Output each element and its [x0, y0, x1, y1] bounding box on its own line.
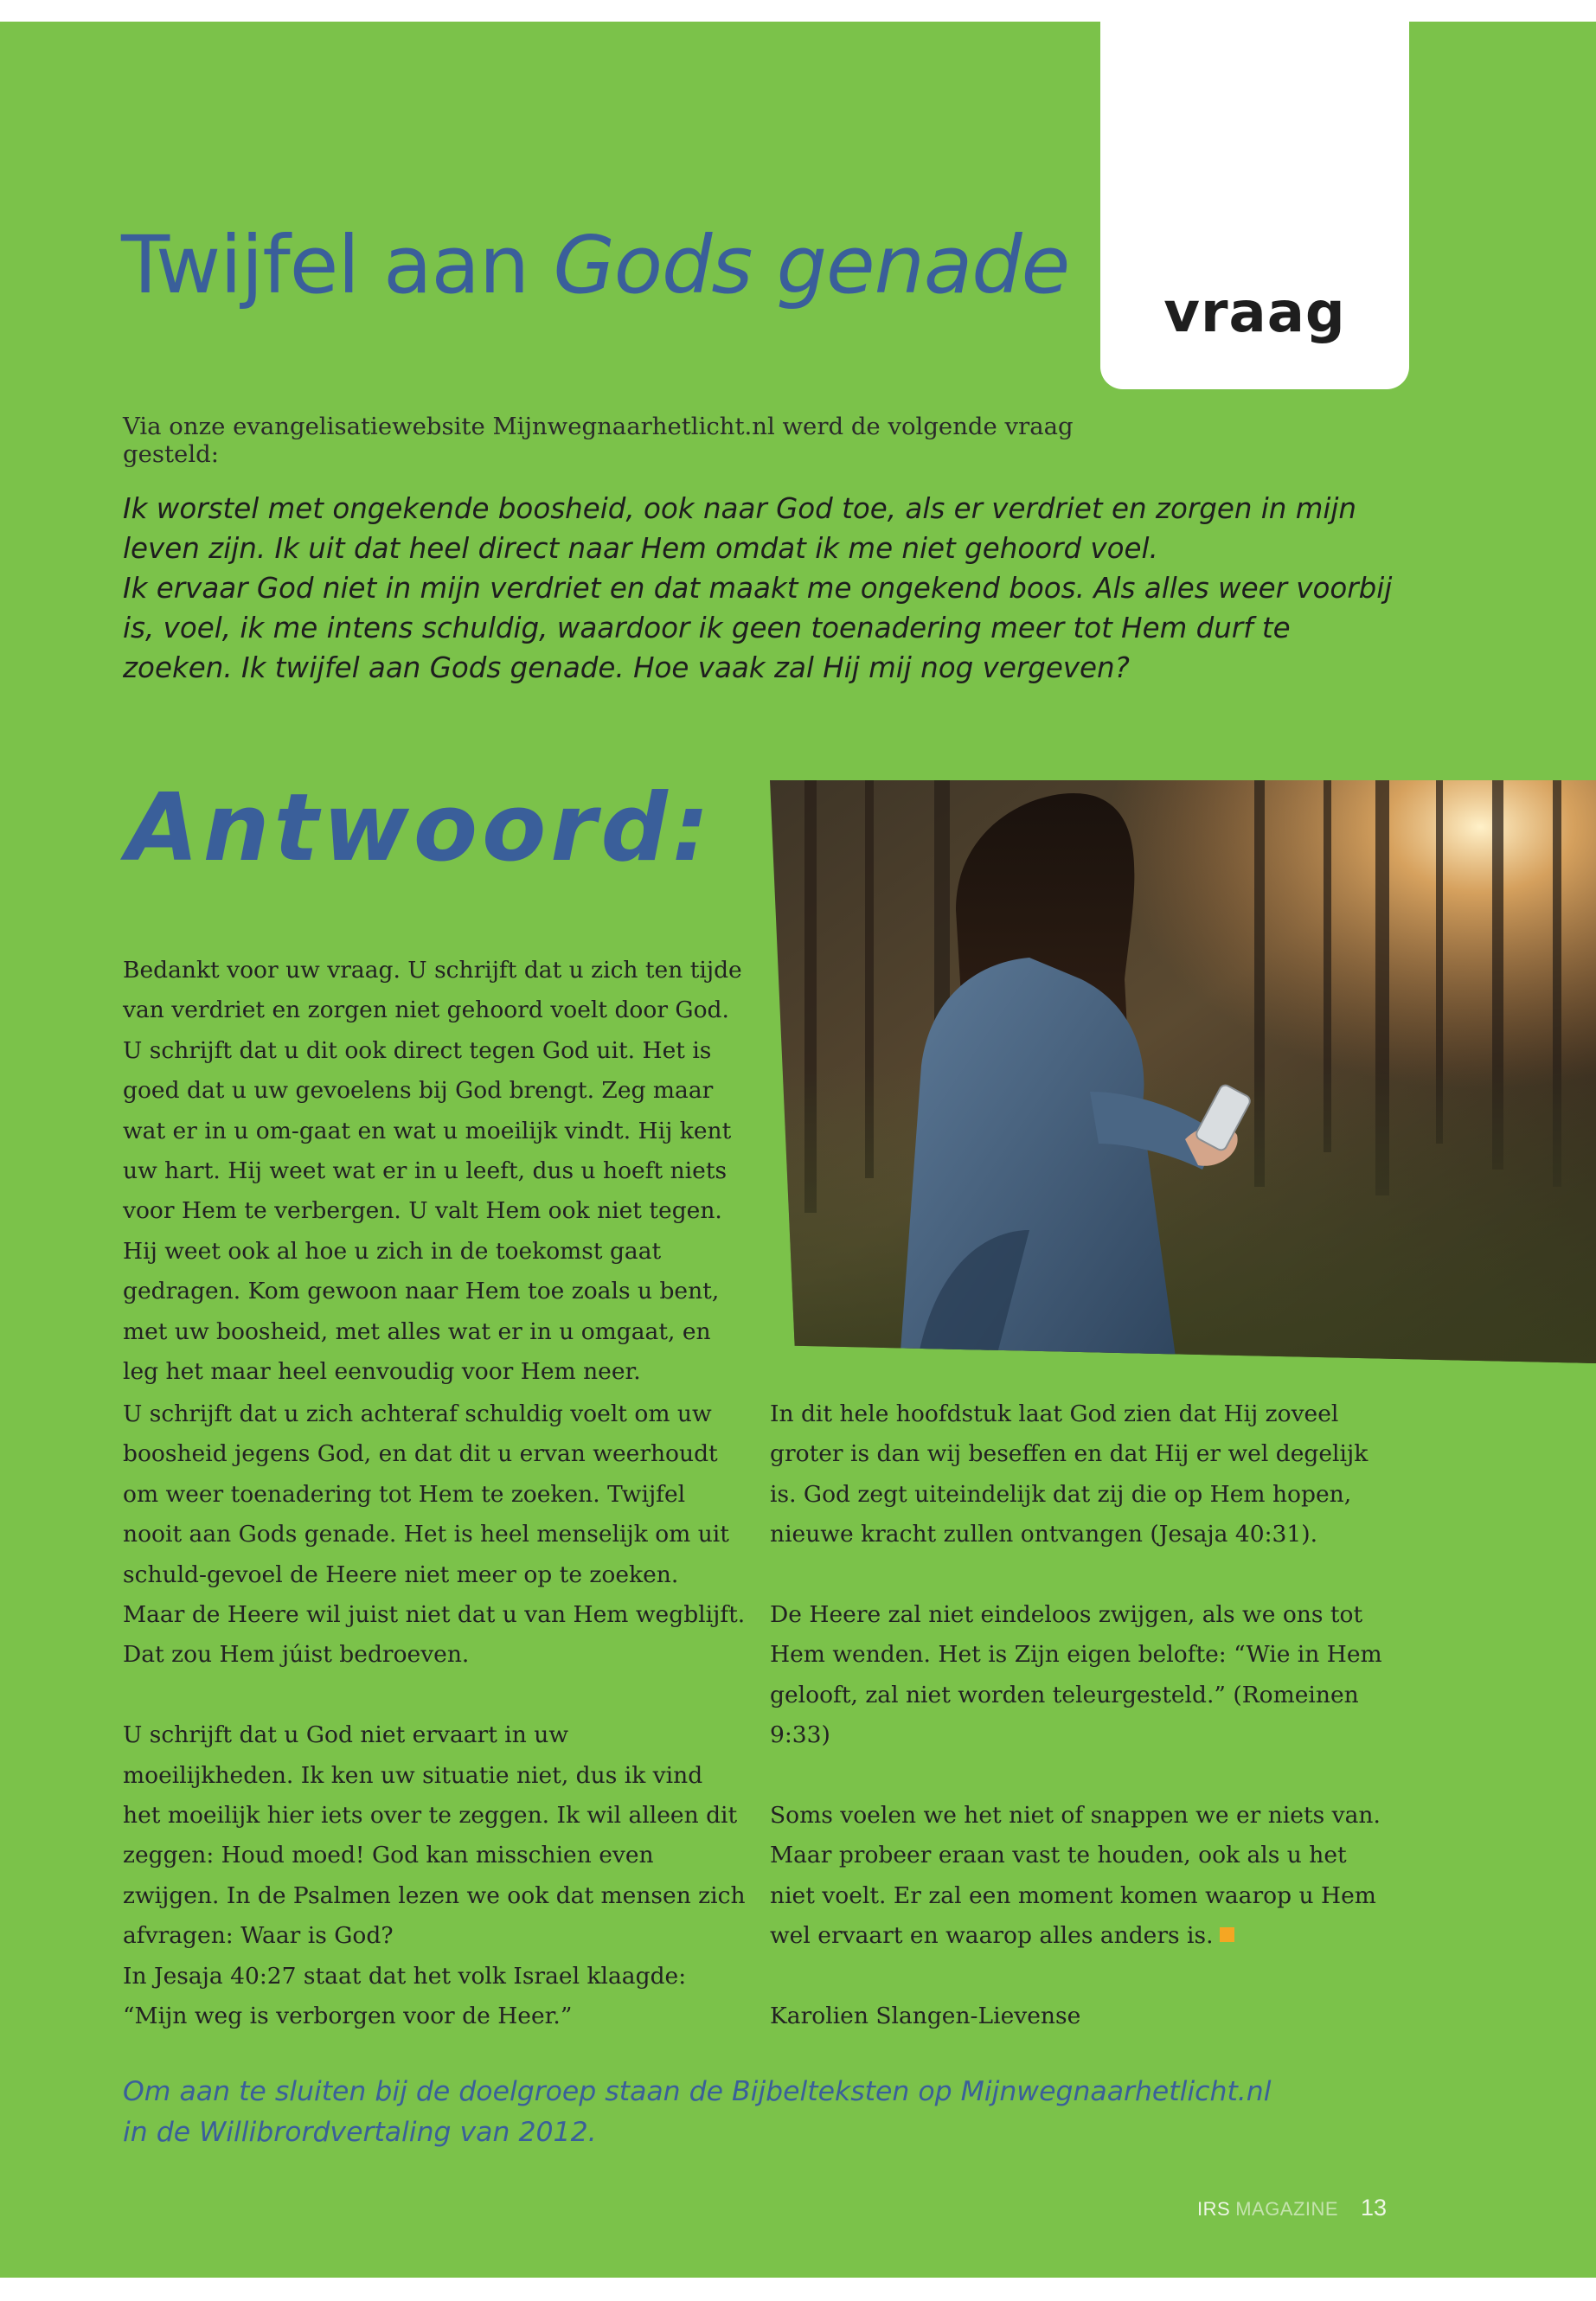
- answer-paragraph: De Heere zal niet eindeloos zwijgen, als we ons tot Hem wenden. Het is Zijn eigen belofte: “Wie in Hem gelooft, zal niet worden teleurgesteld.” (Romeinen 9:33): [770, 1601, 1382, 1749]
- answer-paragraph: In dit hele hoofdstuk laat God zien dat Hij zoveel groter is dan wij beseffen en dat Hij er wel degelijk is. God zegt uiteindelijk dat zij die op Hem hopen, nieuwe kracht zullen ontvangen (Jesaja 40:31).: [770, 1400, 1368, 1548]
- intro-text: Via onze evangelisatiewebsite Mijnwegnaarhetlicht.nl werd de volgende vraag gesteld:: [123, 413, 1074, 468]
- title-italic: Gods genade: [553, 219, 1070, 311]
- answer-column-top: [123, 951, 746, 1433]
- magazine-name-bold: IRS: [1197, 2198, 1231, 2220]
- answer-paragraph: U schrijft dat u zich achteraf schuldig voelt om uw boosheid jegens God, en dat dit u ervan weerhoudt om weer toenadering tot Hem te zoeken. Twijfel nooit aan Gods genade. Het is heel menselijk om uit schuld-gevoel de Heere niet meer op te zoeken. Maar de Heere wil juist niet dat u van Hem wegblijft. Dat zou Hem júist bedroeven.: [123, 1400, 746, 1669]
- magazine-name: [1197, 2198, 1338, 2221]
- page-number: 13: [1361, 2195, 1388, 2221]
- note-line: Om aan te sluiten bij de doelgroep staan de Bijbelteksten op Mijnwegnaarhetlicht.nl: [123, 2076, 1272, 2107]
- answer-paragraph: U schrijft dat u God niet ervaart in uw moeilijkheden. Ik ken uw situatie niet, dus ik vind het moeilijk hier iets over te zeggen. Ik wil alleen dit zeggen: Houd moed! God kan misschien even zwijgen. In de Psalmen lezen we ook dat mensen zich afvragen: Waar is God?: [123, 1721, 746, 1950]
- title-regular: Twijfel aan: [121, 219, 554, 311]
- answer-paragraph: Bedankt voor uw vraag. U schrijft dat u zich ten tijde van verdriet en zorgen niet gehoord voelt door God. U schrijft dat u dit ook direct tegen God uit. Het is goed dat u uw gevoelens bij God brengt. Zeg maar wat er in u om-gaat en wat u moeilijk vindt. Hij kent uw hart. Hij weet wat er in u leeft, dus u hoeft niets voor Hem te verbergen. U valt Hem ook niet tegen. Hij weet ook al hoe u zich in de toekomst gaat gedragen. Kom gewoon naar Hem toe zoals u bent, met uw boosheid, met alles wat er in u omgaat, en leg het maar heel eenvoudig voor Hem neer.: [123, 957, 742, 1386]
- magazine-name-light: MAGAZINE: [1235, 2198, 1339, 2220]
- photo-woman-with-phone: [770, 780, 1596, 1363]
- question-paragraph: Ik ervaar God niet in mijn verdriet en dat maakt me ongekend boos. Als alles weer voorbij is, voel, ik me intens schuldig, waardoor ik geen toenadering meer tot Hem durf te zoeken. Ik twijfel aan Gods genade. Hoe vaak zal Hij mij nog vergeven?: [123, 572, 1393, 684]
- page-title: [121, 219, 1069, 311]
- answer-quote: “Mijn weg is verborgen voor de Heer.”: [123, 2003, 573, 2030]
- answer-heading: Antwoord:: [126, 774, 715, 882]
- note-line: in de Willibrordvertaling van 2012.: [123, 2117, 597, 2148]
- author-signature: Karolien Slangen-Lievense: [770, 2003, 1081, 2030]
- answer-paragraph-final: [770, 1796, 1393, 1957]
- photo-illustration: [770, 780, 1596, 1363]
- translation-note: [123, 2072, 1420, 2153]
- answer-paragraph-final-text: Soms voelen we het niet of snappen we er niets van. Maar probeer eraan vast te houden, ook als u het niet voelt. Er zal een moment komen waarop u Hem wel ervaart en waarop alles anders is.: [770, 1802, 1381, 1950]
- reader-question: [123, 489, 1403, 688]
- end-bullet-icon: [1220, 1927, 1234, 1942]
- answer-line: In Jesaja 40:27 staat dat het volk Israel klaagde:: [123, 1962, 687, 1990]
- magazine-page: [0, 22, 1596, 2278]
- answer-column-right: [770, 1394, 1393, 2077]
- category-label: vraag: [1163, 281, 1346, 345]
- answer-column-left: [123, 1394, 746, 2036]
- question-paragraph: Ik worstel met ongekende boosheid, ook naar God toe, als er verdriet en zorgen in mijn leven zijn. Ik uit dat heel direct naar Hem omdat ik me niet gehoord voel.: [123, 492, 1357, 565]
- category-tab: [1100, 22, 1409, 389]
